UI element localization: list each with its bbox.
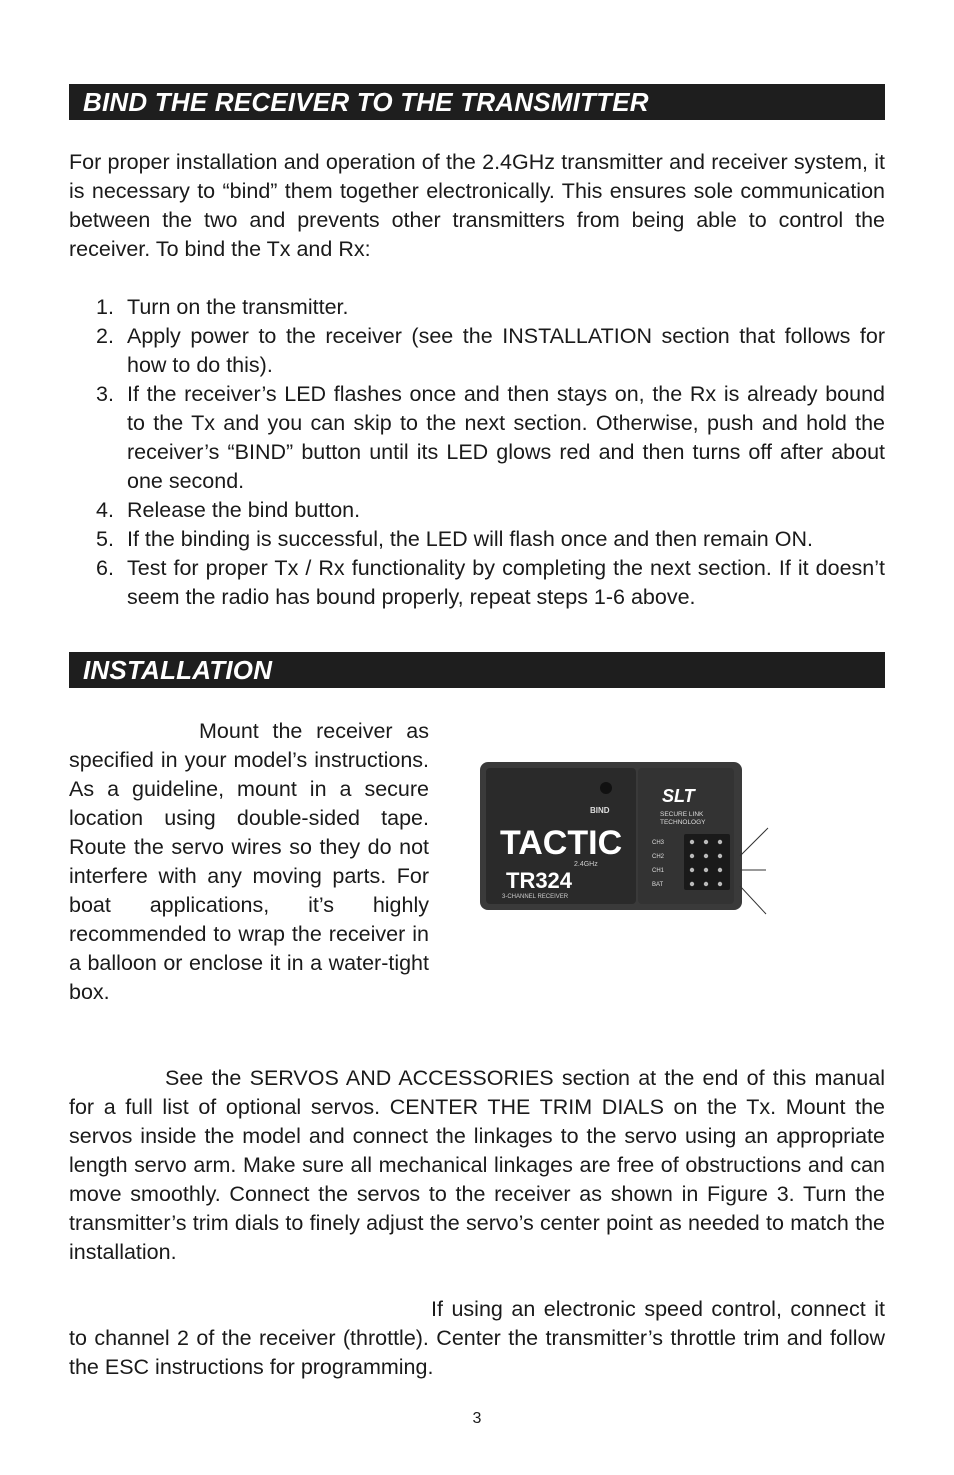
page-number: 3 [472, 1410, 482, 1427]
list-item: 6. Test for proper Tx / Rx functionality by completing the next section. If it doesn’t seem the radio has bound properly, repeat steps 1-6 above. [96, 556, 885, 609]
list-item: 1. Turn on the transmitter. [96, 295, 349, 319]
slt-line-1: SECURE LINK [660, 811, 704, 818]
section-heading-bind: BIND THE RECEIVER TO THE TRANSMITTER [69, 84, 885, 120]
section-heading-installation: INSTALLATION [69, 652, 885, 688]
slt-logo: SLT [662, 786, 695, 806]
receiver-subtitle: 3-CHANNEL RECEIVER [502, 894, 569, 900]
receiver-mounting-paragraph: Mount the receiver as specified in your model’s instructions. As a guideline, mount in a secure location using double-sided tape. Route the servo wires so they do not interfere with any moving parts. For boat applications, it’s highly recommended to wrap the receiver in a balloon or enclose it in a water-tight box. [69, 719, 429, 1004]
freq-label: 2.4GHz [574, 861, 598, 868]
bind-intro-paragraph: For proper installation and operation of the 2.4GHz transmitter and receiver system, it is necessary to “bind” them together electronically. This ensures sole communication between the two and prevents other transmitters from being able to control the receiver. To bind the Tx and Rx: [69, 150, 885, 261]
servos-paragraph: See the SERVOS AND ACCESSORIES section at the end of this manual for a full list of optional servos. CENTER THE TRIM DIALS on the Tx. Mount the servos inside the model and connect the linkages to the servo using an appropriate length servo arm. Make sure all mechanical linkages are free of obstructions and can move smoothly. Connect the servos to the receiver as shown in Figure 3. Turn the transmitter’s trim dials to finely adjust the servo’s center point as needed to match the installation. [69, 1066, 885, 1264]
list-item: 2. Apply power to the receiver (see the INSTALLATION section that follows for how to do this). [96, 324, 885, 377]
port-label-ch1: CH1 [652, 868, 665, 874]
brand-logo: TACTIC [500, 824, 623, 862]
servo-pin-header [684, 834, 730, 890]
bind-steps-list [69, 293, 885, 612]
model-label: TR324 [506, 868, 573, 893]
list-item: 4. Release the bind button. [96, 498, 361, 522]
slt-line-2: TECHNOLOGY [660, 819, 706, 826]
list-item: 5. If the binding is successful, the LED will flash once and then remain ON. [96, 527, 813, 551]
port-label-ch3: CH3 [652, 840, 665, 846]
receiver-illustration [478, 758, 778, 918]
port-label-bat: BAT [652, 882, 664, 888]
list-item: 3. If the receiver’s LED flashes once and then stays on, the Rx is already bound to the Tx and you can skip to the next section. Otherwise, push and hold the receiver’s “BIND” button until its LED glows red and then turns off after about one second. [96, 382, 885, 493]
bind-label: BIND [590, 806, 610, 815]
port-label-ch2: CH2 [652, 854, 665, 860]
bind-button [600, 782, 612, 794]
esc-paragraph: If using an electronic speed control, connect it to channel 2 of the receiver (throttle). Center the transmitter’s throttle trim and follow the ESC instructions for programming. [69, 1297, 885, 1379]
callout-lines [740, 828, 768, 914]
